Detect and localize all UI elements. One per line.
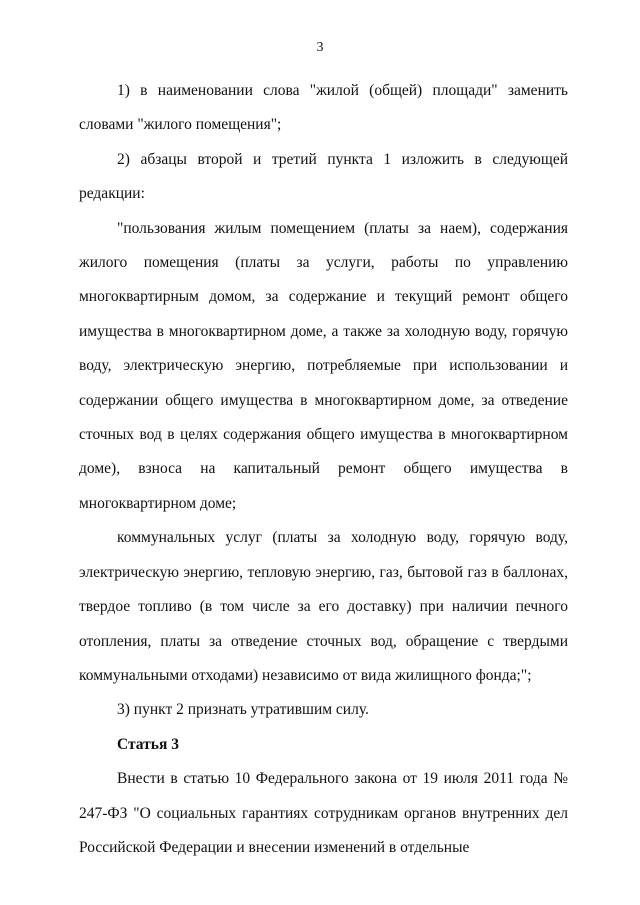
paragraph-item-2: 2) абзацы второй и третий пункта 1 изложить в следующей редакции: [79,150,568,203]
paragraph-quoted-1: "пользования жилым помещением (платы за наем), содержания жилого помещения (платы за услуги, работы по управлению многоквартирным домом, за содержание и текущий ремонт общего имущества в многоквартирном доме, а также за холодную воду, горячую воду, электрическую энергию, потребляемые при использовании и содержании общего имущества в многоквартирном доме, за отведение сточных вод в целях содержания общего имущества в многоквартирном доме), взноса на капитальный ремонт общего имущества в многоквартирном доме; [79,219,568,512]
document-body [79,74,568,865]
paragraph-quoted-2: коммунальных услуг (платы за холодную воду, горячую воду, электрическую энергию, тепловую энергию, газ, бытовой газ в баллонах, твердое топливо (в том числе за его доставку) при наличии печного отопления, платы за отведение сточных вод, обращение с твердыми коммунальными отходами) независимо от вида жилищного фонда;"; [79,529,568,684]
article-heading: Статья 3 [117,735,179,753]
article-paragraph: Внести в статью 10 Федерального закона от 19 июля 2011 года № 247-ФЗ "О социальных гарантиях сотрудникам органов внутренних дел Российской Федерации и внесении изменений в отдельные [79,770,568,856]
paragraph-item-3: 3) пункт 2 признать утратившим силу. [117,701,369,719]
page-number: 3 [316,40,324,55]
paragraph-item-1: 1) в наименовании слова "жилой (общей) площади" заменить словами "жилого помещения"; [79,82,568,134]
